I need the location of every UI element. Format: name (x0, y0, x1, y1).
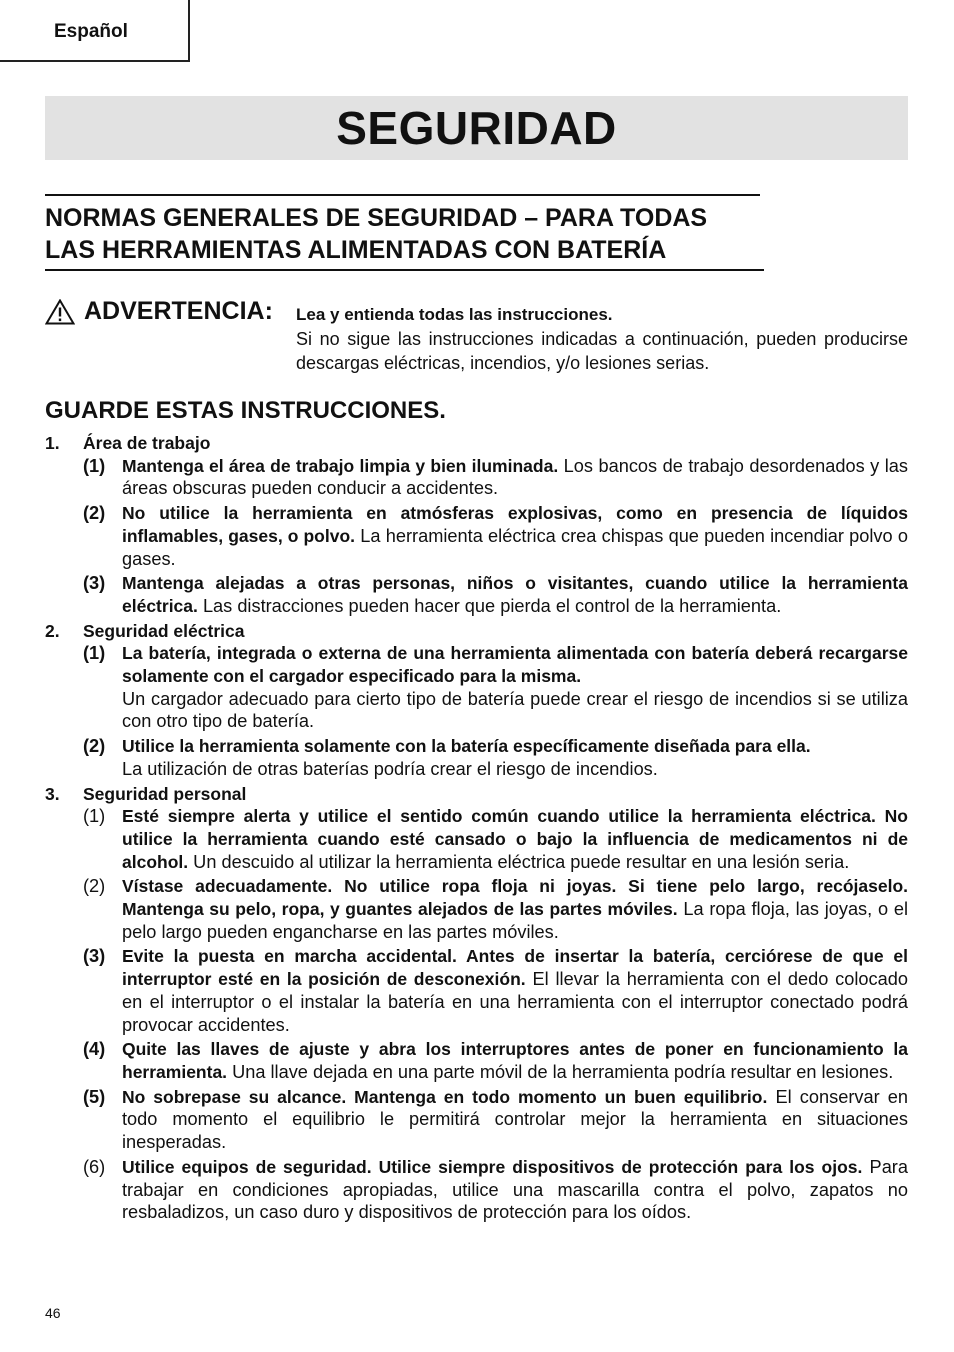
list-item (45, 805, 908, 873)
item-body-text: El llevar la herramienta con el dedo colocado en el interruptor o el instalar la batería en una herramienta con el interruptor conectado podrá provocar accidentes. (122, 969, 908, 1035)
item-number: (5) (83, 1086, 106, 1107)
list-item (45, 875, 908, 943)
item-bold-text: Utilice equipos de seguridad. Utilice siempre dispositivos de protección para los ojos. (122, 1156, 863, 1177)
section-rule-top (45, 194, 760, 196)
section-heading-text: Seguridad eléctrica (83, 620, 245, 641)
item-paragraph (122, 642, 908, 733)
title-band (45, 96, 908, 160)
item-bold-text: Mantenga alejadas a otras personas, niños o visitantes, cuando utilice la herramienta eléctrica. (122, 573, 908, 616)
item-number: (3) (83, 946, 106, 967)
item-body-text: Un descuido al utilizar la herramienta eléctrica puede resultar en una lesión seria. (188, 851, 850, 872)
list-item (45, 735, 908, 780)
item-bold-text: Vístase adecuadamente. No utilice ropa floja ni joyas. Si tiene pelo largo, recójaselo. Mantenga su pelo, ropa, y guantes alejados de las partes móviles. (122, 876, 908, 920)
section-heading-text: Seguridad personal (83, 783, 247, 804)
save-instructions-heading: GUARDE ESTAS INSTRUCCIONES. (45, 397, 446, 424)
section-title-line1: NORMAS GENERALES DE SEGURIDAD – PARA TODAS (45, 204, 708, 232)
item-body-text: La herramienta eléctrica crea chispas que pueden incendiar polvo o gases. (122, 525, 909, 569)
section-number: 3. (45, 783, 60, 804)
item-number: (1) (83, 806, 106, 827)
item-paragraph (122, 502, 908, 570)
item-paragraph (122, 735, 908, 780)
item-number: (1) (83, 455, 106, 476)
list-item (45, 502, 908, 570)
language-label: Español (54, 21, 128, 42)
section-heading (45, 432, 908, 455)
section-heading (45, 783, 908, 806)
item-body-text: El conservar en todo momento el equilibrio le permitirá controlar mejor la herramienta en situaciones inesperadas. (122, 1086, 909, 1153)
item-number: (2) (83, 736, 106, 757)
item-bold-text: Esté siempre alerta y utilice el sentido común cuando utilice la herramienta eléctrica. No utilice la herramienta cuando esté cansado o bajo la influencia de medicamentos ni de alcohol. (122, 806, 908, 872)
warning-triangle-icon (45, 299, 75, 325)
item-body-text: La utilización de otras baterías podría crear el riesgo de incendios. (122, 758, 658, 779)
item-number: (3) (83, 573, 106, 594)
section-title-line2: LAS HERRAMIENTAS ALIMENTADAS CON BATERÍA (45, 236, 667, 264)
list-item (45, 945, 908, 1036)
list-item (45, 455, 908, 500)
item-paragraph (122, 1156, 908, 1224)
item-body-text: Para trabajar en condiciones apropiadas, utilice una mascarilla contra el polvo, zapatos no resbaladizos, un caso duro y dispositivos de protección para los oídos. (122, 1156, 908, 1223)
warning-body: Si no sigue las instrucciones indicadas a continuación, pueden producirse descargas eléctricas, incendios, y/o lesiones serias. (296, 329, 908, 373)
item-paragraph (122, 945, 908, 1036)
item-body-text: Un cargador adecuado para cierto tipo de batería puede crear el riesgo de incendios si se utiliza con otro tipo de batería. (122, 688, 908, 732)
list-item (45, 642, 908, 733)
safety-rules-content (45, 432, 908, 1226)
item-paragraph (122, 1038, 908, 1083)
item-number: (2) (83, 503, 106, 524)
item-paragraph (122, 875, 908, 943)
list-item (45, 1156, 908, 1224)
warning-bold-line: Lea y entienda todas las instrucciones. (296, 305, 613, 324)
section-rule-bottom (45, 269, 764, 271)
item-bold-text: No sobrepase su alcance. Mantenga en todo momento un buen equilibrio. (122, 1086, 768, 1107)
item-bold-text: Utilice la herramienta solamente con la batería específicamente diseñada para ella. (122, 736, 811, 757)
section-heading-text: Área de trabajo (83, 433, 211, 453)
item-body-text: Las distracciones pueden hacer que pierda el control de la herramienta. (197, 595, 782, 616)
section-number: 1. (45, 433, 60, 453)
page-title: SEGURIDAD (336, 102, 617, 154)
item-paragraph (122, 805, 908, 873)
warning-text (296, 303, 908, 375)
item-bold-text: Quite las llaves de ajuste y abra los interruptores antes de poner en funcionamiento la herramienta. (122, 1039, 908, 1082)
section-title (45, 202, 785, 266)
warning-label: ADVERTENCIA: (84, 297, 273, 325)
section-heading (45, 620, 908, 643)
page-number: 46 (45, 1305, 61, 1321)
item-body-text: La ropa floja, las joyas, o el pelo largo pueden engancharse en las partes móviles. (122, 899, 908, 942)
item-number: (1) (83, 643, 106, 664)
item-body-text: Una llave dejada en una parte móvil de la herramienta podría resultar en lesiones. (227, 1061, 894, 1082)
list-item (45, 572, 908, 617)
section-number: 2. (45, 620, 60, 641)
list-item (45, 1038, 908, 1083)
item-paragraph (122, 572, 908, 617)
language-tab (0, 0, 190, 62)
item-number: (6) (83, 1156, 106, 1177)
item-number: (4) (83, 1039, 106, 1060)
item-bold-text: No utilice la herramienta en atmósferas explosivas, como en presencia de líquidos inflamables, gases, o polvo. (122, 503, 908, 546)
item-paragraph (122, 455, 908, 500)
item-paragraph (122, 1086, 908, 1154)
item-bold-text: La batería, integrada o externa de una herramienta alimentada con batería deberá recargarse solamente con el cargador especificado para la misma. (122, 643, 908, 687)
item-body-text: Los bancos de trabajo desordenados y las áreas obscuras pueden conducir a accidentes. (122, 455, 908, 499)
list-item (45, 1086, 908, 1154)
item-number: (2) (83, 876, 106, 897)
item-bold-text: Mantenga el área de trabajo limpia y bien iluminada. (122, 455, 559, 476)
item-bold-text: Evite la puesta en marcha accidental. Antes de insertar la batería, cerciórese de que el interruptor esté en la posición de desconexión. (122, 946, 908, 990)
